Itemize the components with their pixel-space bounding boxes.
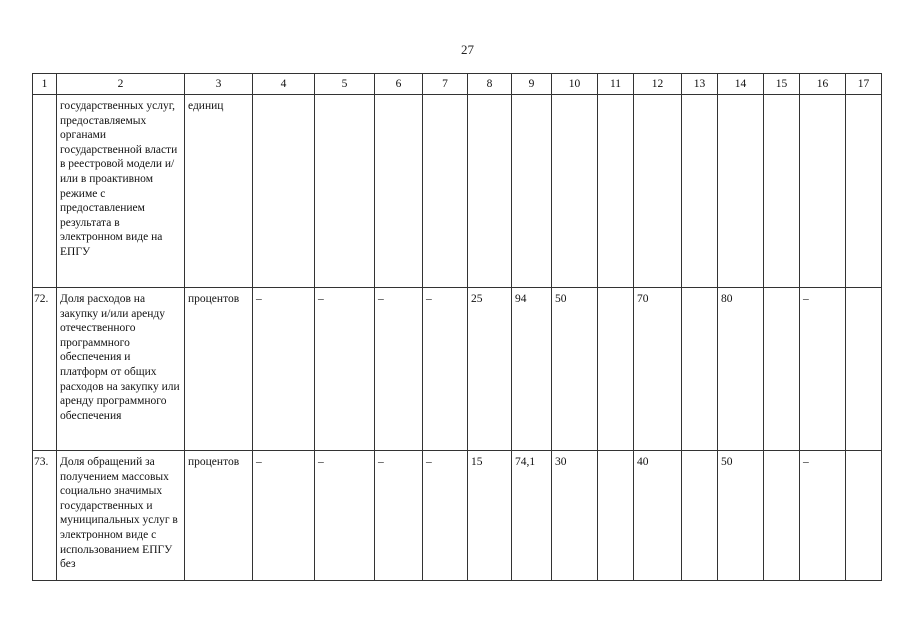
table-body bbox=[33, 74, 882, 581]
value-cell: 15 bbox=[468, 451, 512, 581]
value-cell bbox=[682, 95, 718, 288]
value-cell: 30 bbox=[552, 451, 598, 581]
column-header: 14 bbox=[718, 74, 764, 95]
column-header: 16 bbox=[800, 74, 846, 95]
row-number: 72. bbox=[33, 288, 57, 451]
column-header: 3 bbox=[185, 74, 253, 95]
page-number: 27 bbox=[461, 42, 474, 57]
indicator-name: Доля расходов на закупку и/или аренду отечественного программного обеспечения и платформ от общих расходов на закупку или аренду программного обеспечения bbox=[57, 288, 185, 451]
value-cell bbox=[764, 451, 800, 581]
value-cell: 94 bbox=[512, 288, 552, 451]
column-header: 12 bbox=[634, 74, 682, 95]
unit-of-measure: процентов bbox=[185, 451, 253, 581]
value-cell bbox=[634, 95, 682, 288]
column-header: 7 bbox=[423, 74, 468, 95]
value-cell bbox=[253, 95, 315, 288]
value-cell bbox=[846, 451, 882, 581]
value-cell bbox=[423, 95, 468, 288]
value-cell: – bbox=[315, 288, 375, 451]
value-cell: – bbox=[253, 451, 315, 581]
table-row bbox=[33, 451, 882, 581]
value-cell bbox=[718, 95, 764, 288]
column-header: 8 bbox=[468, 74, 512, 95]
value-cell: 80 bbox=[718, 288, 764, 451]
value-cell: – bbox=[423, 288, 468, 451]
column-header: 9 bbox=[512, 74, 552, 95]
value-cell: 50 bbox=[552, 288, 598, 451]
value-cell: – bbox=[315, 451, 375, 581]
value-cell bbox=[682, 288, 718, 451]
value-cell bbox=[552, 95, 598, 288]
column-header: 4 bbox=[253, 74, 315, 95]
value-cell: – bbox=[375, 288, 423, 451]
value-cell: – bbox=[423, 451, 468, 581]
value-cell: – bbox=[253, 288, 315, 451]
value-cell bbox=[846, 95, 882, 288]
value-cell bbox=[764, 95, 800, 288]
value-cell: 50 bbox=[718, 451, 764, 581]
table-row bbox=[33, 95, 882, 288]
column-header: 15 bbox=[764, 74, 800, 95]
column-header: 1 bbox=[33, 74, 57, 95]
value-cell bbox=[598, 451, 634, 581]
value-cell: 70 bbox=[634, 288, 682, 451]
indicator-name: Доля обращений за получением массовых социально значимых государственных и муниципальных услуг в электронном виде с использованием ЕПГУ без bbox=[57, 451, 185, 581]
table-row bbox=[33, 288, 882, 451]
value-cell bbox=[375, 95, 423, 288]
row-number: 73. bbox=[33, 451, 57, 581]
indicators-table bbox=[32, 73, 882, 581]
column-header: 5 bbox=[315, 74, 375, 95]
value-cell bbox=[468, 95, 512, 288]
value-cell bbox=[598, 95, 634, 288]
value-cell: 40 bbox=[634, 451, 682, 581]
column-header: 17 bbox=[846, 74, 882, 95]
unit-of-measure: процентов bbox=[185, 288, 253, 451]
value-cell bbox=[598, 288, 634, 451]
value-cell: 25 bbox=[468, 288, 512, 451]
value-cell: – bbox=[800, 451, 846, 581]
column-header: 2 bbox=[57, 74, 185, 95]
value-cell bbox=[764, 288, 800, 451]
value-cell bbox=[800, 95, 846, 288]
unit-of-measure: единиц bbox=[185, 95, 253, 288]
table-header-row bbox=[33, 74, 882, 95]
value-cell bbox=[682, 451, 718, 581]
column-header: 11 bbox=[598, 74, 634, 95]
column-header: 6 bbox=[375, 74, 423, 95]
indicator-name: государственных услуг, предоставляемых органами государственной власти в реестровой модели и/или в проактивном режиме с предоставлением результата в электронном виде на ЕПГУ bbox=[57, 95, 185, 288]
column-header: 13 bbox=[682, 74, 718, 95]
value-cell bbox=[512, 95, 552, 288]
column-header: 10 bbox=[552, 74, 598, 95]
row-number bbox=[33, 95, 57, 288]
value-cell bbox=[846, 288, 882, 451]
value-cell bbox=[315, 95, 375, 288]
value-cell: – bbox=[375, 451, 423, 581]
value-cell: 74,1 bbox=[512, 451, 552, 581]
value-cell: – bbox=[800, 288, 846, 451]
